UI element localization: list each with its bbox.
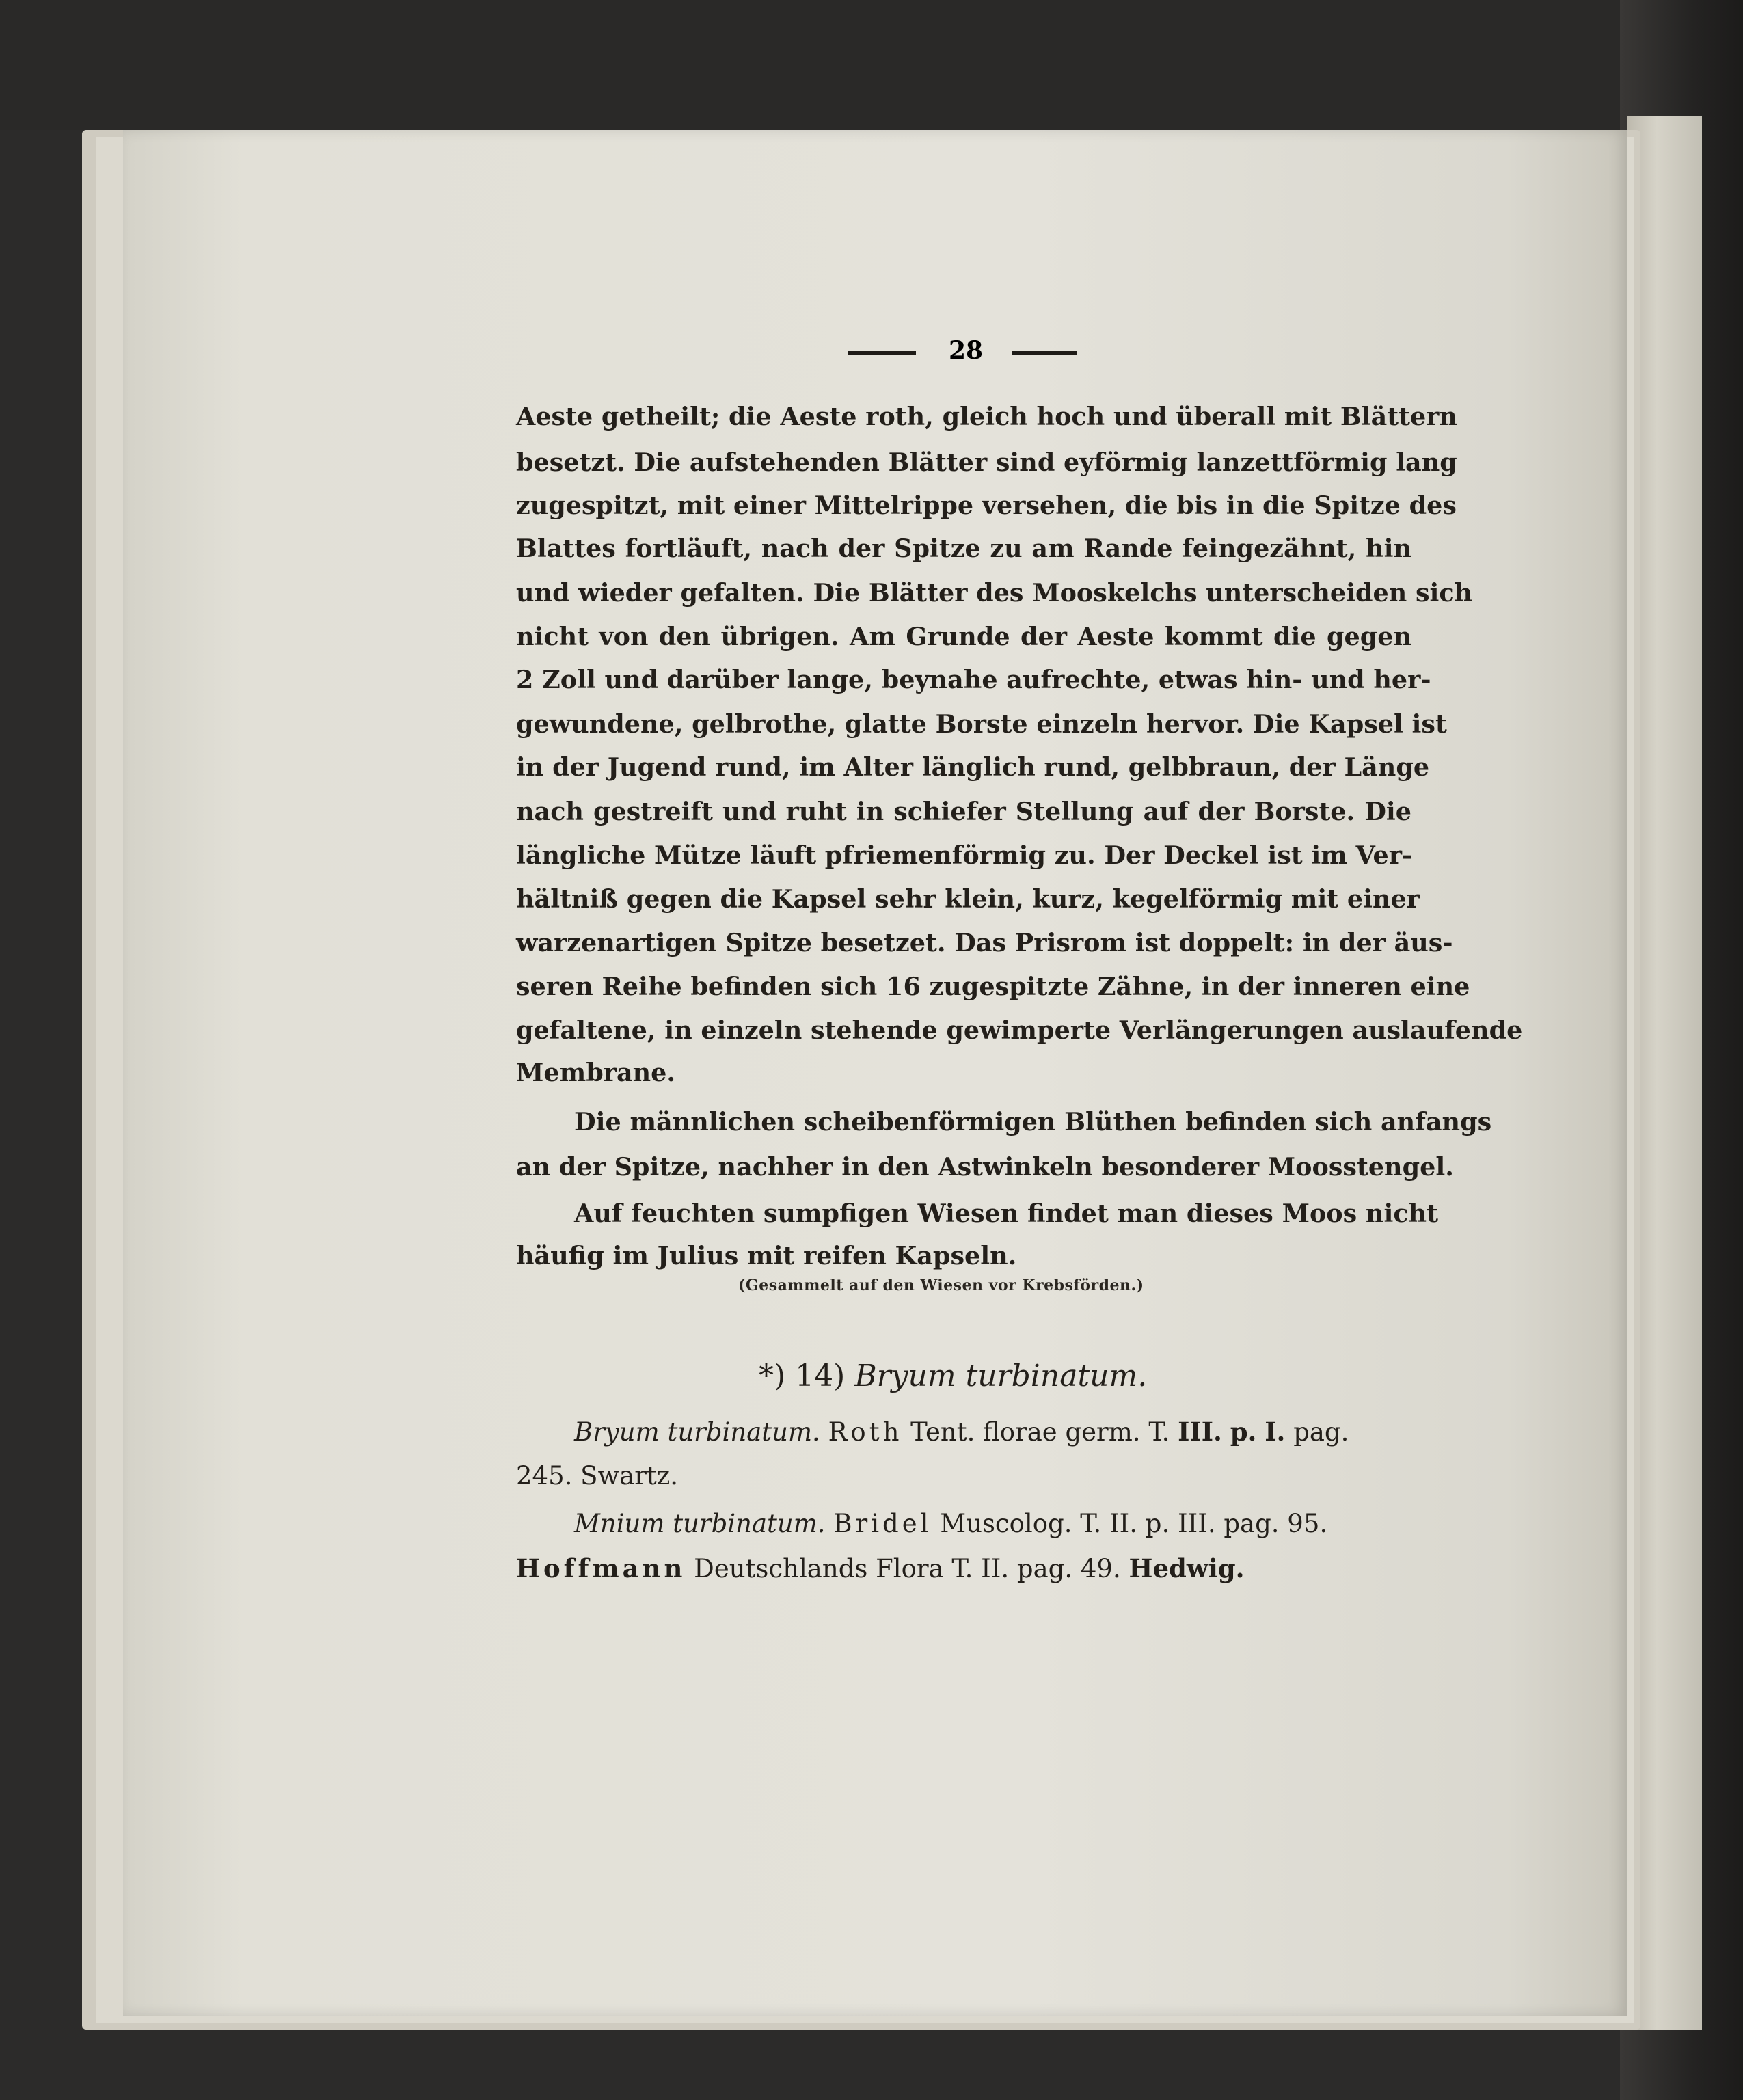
synonym-author: Hoffmann (516, 1553, 686, 1583)
synonym-volume: III. (1178, 1417, 1222, 1447)
synonym-line-4 (516, 1548, 1245, 1589)
species-number: *) 14) (759, 1359, 846, 1393)
synonym-ref: Muscolog. T. II. p. III. pag. 95. (940, 1509, 1328, 1538)
synonym-ref: Tent. florae germ. T. (910, 1417, 1170, 1447)
text-line: nicht von den übrigen. Am Grunde der Aeste kommt die gegen (516, 622, 1411, 651)
species-name: Bryum turbinatum. (854, 1359, 1148, 1393)
synonym-pag: pag. (1293, 1417, 1349, 1447)
text-line: gewundene, gelbrothe, glatte Borste einzeln hervor. Die Kapsel ist (516, 709, 1447, 739)
text-line: Aeste getheilt; die Aeste roth, gleich hoch und überall mit Blättern (516, 402, 1457, 431)
text-line: gefaltene, in einzeln stehende gewimperte Verlängerungen auslaufende (516, 1015, 1523, 1045)
text-line: an der Spitze, nachher in den Astwinkeln besonderer Moosstengel. (516, 1152, 1454, 1182)
synonym-line-2: 245. Swartz. (516, 1461, 679, 1490)
text-line: seren Reihe befinden sich 16 zugespitzte Zähne, in der inneren eine (516, 972, 1470, 1001)
text-line: besetzt. Die aufstehenden Blätter sind eyförmig lanzettförmig lang (516, 448, 1457, 477)
text-line: nach gestreift und ruht in schiefer Stellung auf der Borste. Die (516, 797, 1411, 826)
text-line: Auf feuchten sumpfigen Wiesen findet man dieses Moos nicht (574, 1199, 1438, 1228)
synonym-part: I. (1265, 1417, 1286, 1447)
text-line: warzenartigen Spitze besetzet. Das Prisrom ist doppelt: in der äus- (516, 928, 1453, 957)
text-line: zugespitzt, mit einer Mittelrippe versehen, die bis in die Spitze des (516, 491, 1457, 520)
species-heading (759, 1359, 1147, 1393)
page-header (848, 336, 1080, 370)
synonym-p: p. (1230, 1417, 1257, 1447)
synonym-line-1 (574, 1411, 1349, 1452)
header-dash-left (848, 351, 916, 355)
text-line: Membrane. (516, 1058, 676, 1087)
synonym-name: Bryum turbinatum. (574, 1417, 820, 1447)
synonym-line-3 (574, 1503, 1327, 1544)
header-dash-right (1012, 351, 1077, 355)
text-line: häufig im Julius mit reifen Kapseln. (516, 1241, 1017, 1270)
text-line: in der Jugend rund, im Alter länglich rund, gelbbraun, der Länge (516, 752, 1430, 782)
collection-note: (Gesammelt auf den Wiesen vor Krebsförden.) (738, 1277, 1144, 1294)
synonym-end: Hedwig. (1129, 1553, 1245, 1583)
dark-background (0, 0, 1743, 130)
text-line: hältniß gegen die Kapsel sehr klein, kurz, kegelförmig mit einer (516, 884, 1420, 914)
synonym-author: Bridel (833, 1509, 932, 1538)
page-number: 28 (949, 336, 984, 365)
synonym-name: Mnium turbinatum. (574, 1509, 826, 1538)
synonym-ref: Deutschlands Flora T. II. pag. 49. (694, 1554, 1121, 1583)
text-line: 2 Zoll und darüber lange, beynahe aufrechte, etwas hin- und her- (516, 665, 1431, 694)
text-line: Die männlichen scheibenförmigen Blüthen befinden sich anfangs (574, 1107, 1492, 1136)
text-line: längliche Mütze läuft pfriemenförmig zu. Der Deckel ist im Ver- (516, 841, 1413, 870)
text-line: Blattes fortläuft, nach der Spitze zu am Rande feingezähnt, hin (516, 534, 1411, 563)
synonym-author: Roth (828, 1417, 903, 1447)
text-line: und wieder gefalten. Die Blätter des Mooskelchs unterscheiden sich (516, 578, 1473, 608)
